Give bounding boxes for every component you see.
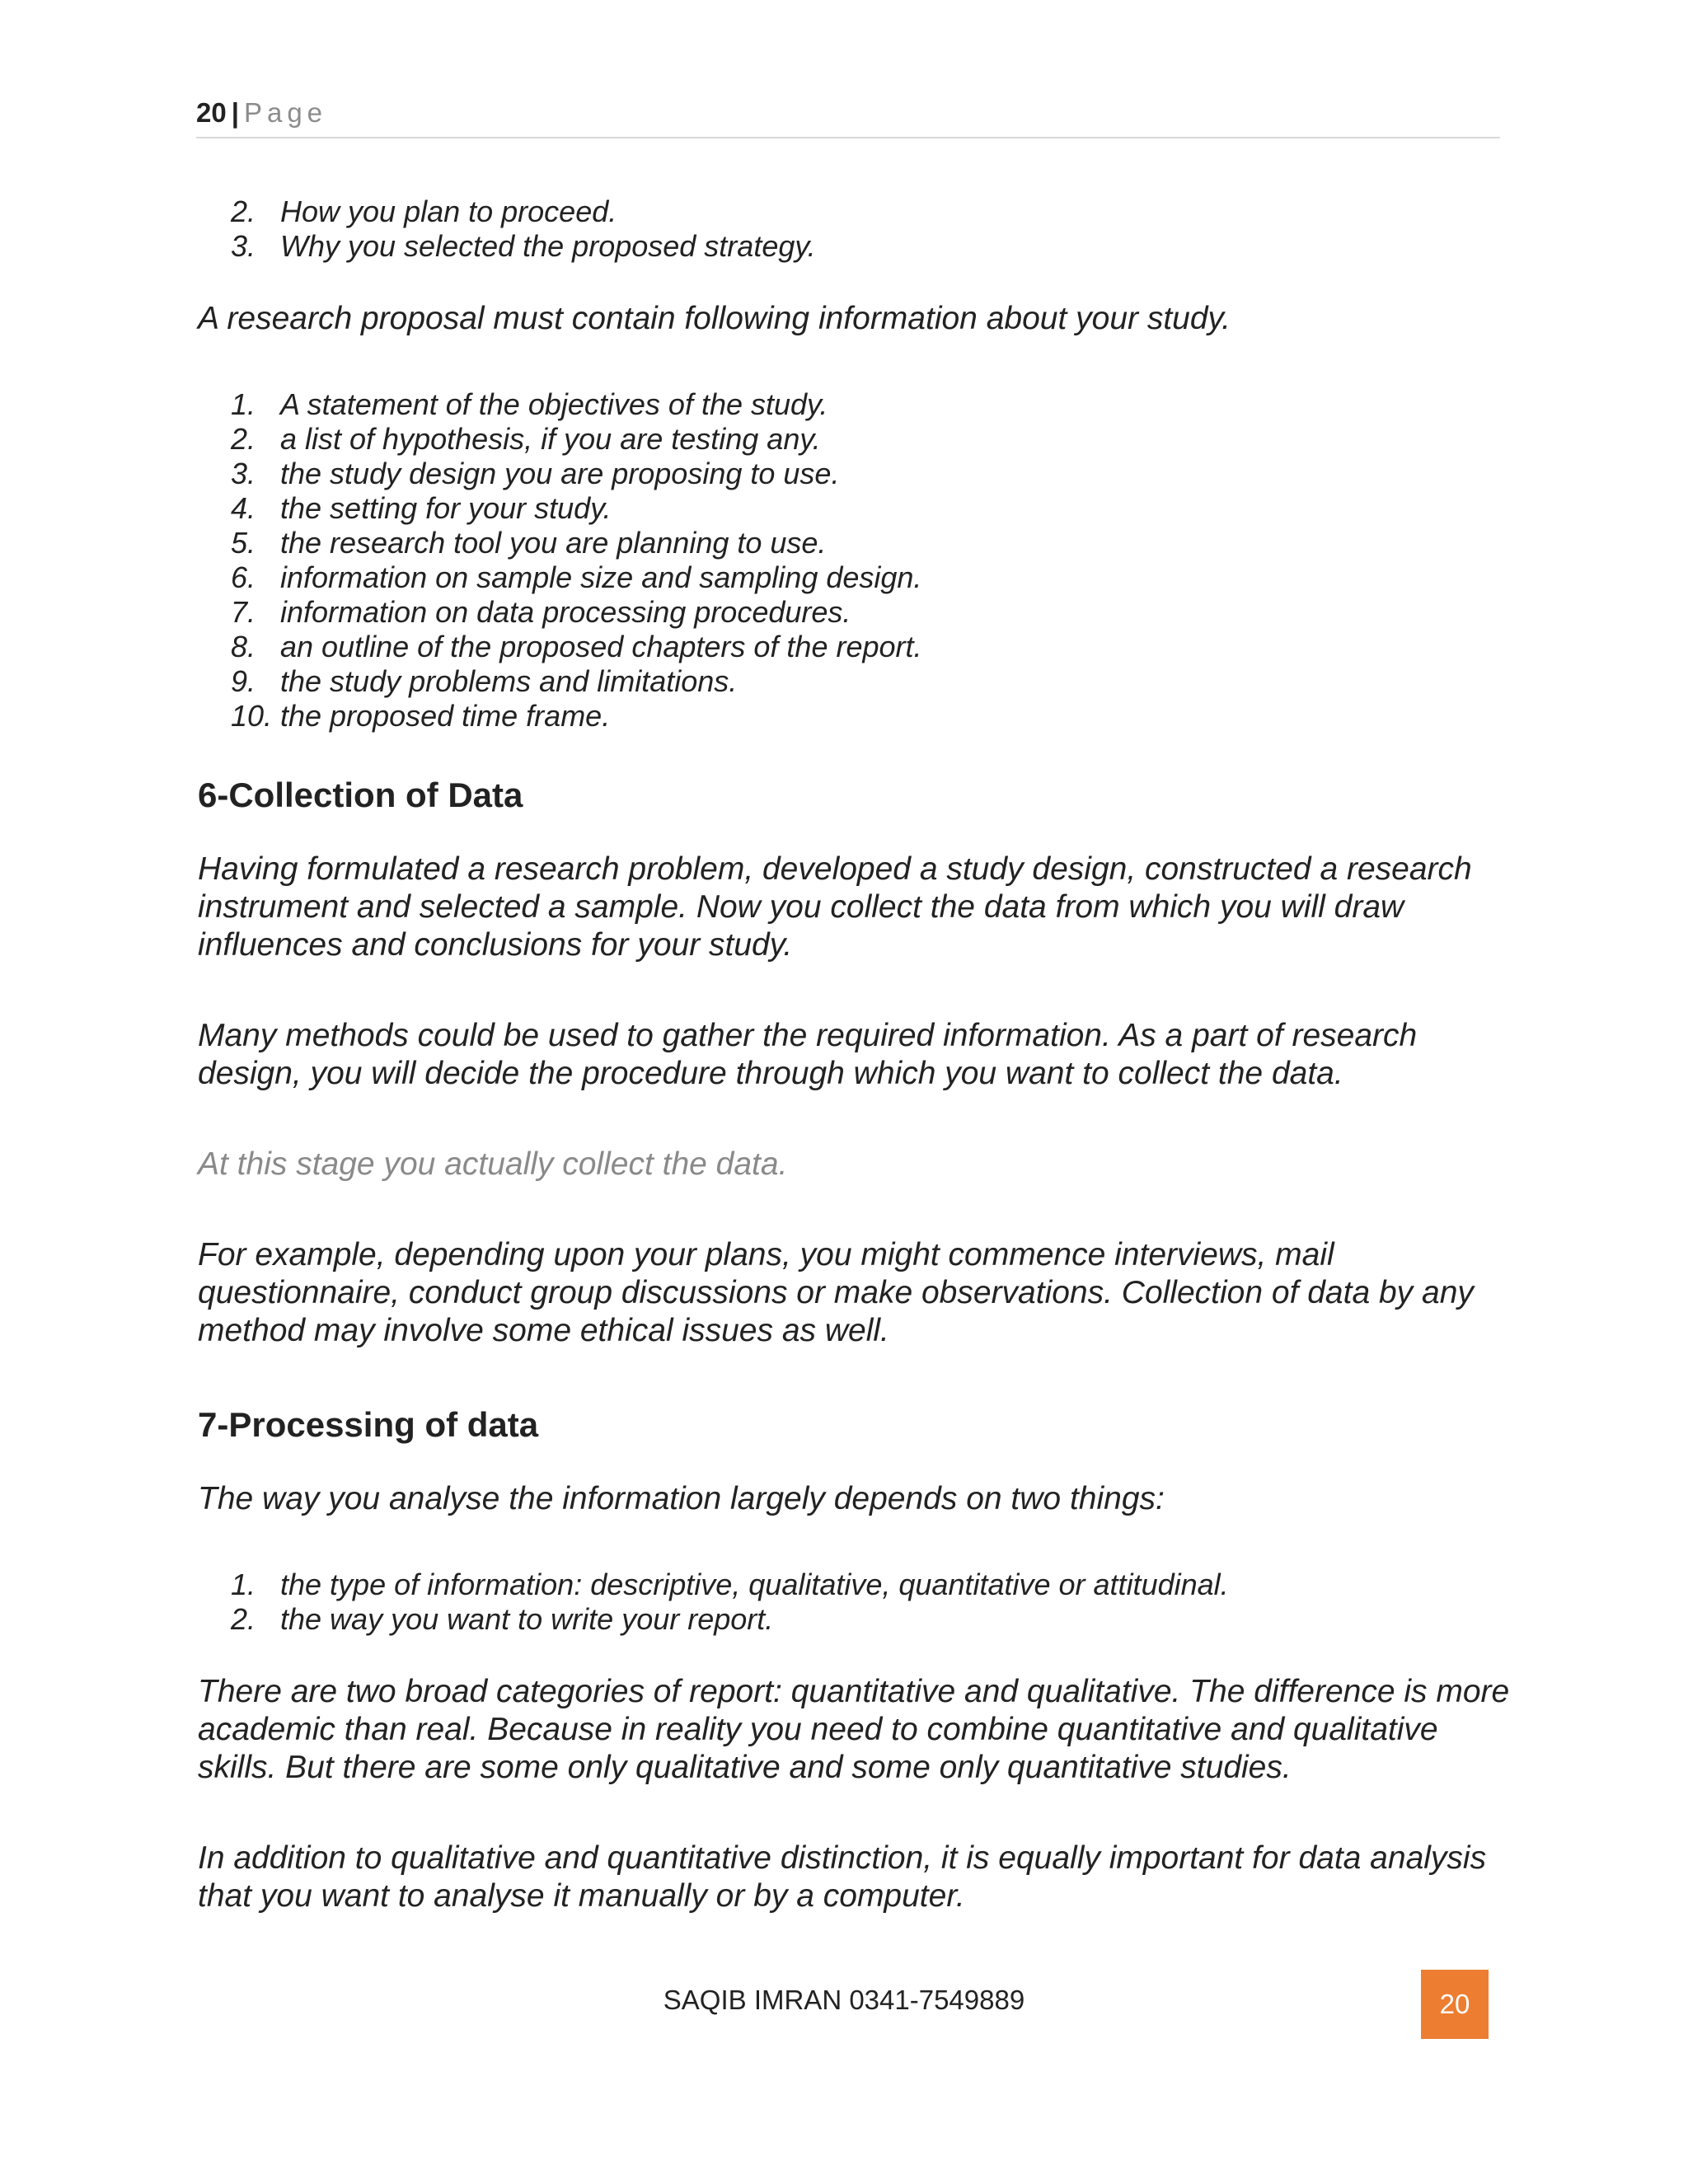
section-heading-collection: 6-Collection of Data	[198, 776, 523, 814]
list-marker: 8.	[231, 630, 256, 663]
list-item-text: the study problems and limitations.	[280, 664, 738, 698]
list-item	[198, 491, 1517, 526]
list-item-text: A statement of the objectives of the study.	[280, 387, 828, 421]
list-item-text: Why you selected the proposed strategy.	[280, 229, 816, 263]
list-item	[198, 664, 1517, 699]
list-item	[198, 1568, 1517, 1602]
list-item-text: information on data processing procedures.	[280, 595, 851, 629]
list-item-text: the type of information: descriptive, qualitative, quantitative or attitudinal.	[280, 1568, 1229, 1601]
list-marker: 1.	[231, 1568, 256, 1601]
list-marker: 5.	[231, 526, 256, 560]
list-item-text: the setting for your study.	[280, 491, 612, 525]
list-item-text: the research tool you are planning to use.	[280, 526, 827, 560]
list-marker: 3.	[231, 229, 256, 263]
list-marker: 6.	[231, 560, 256, 594]
intro-list	[198, 194, 1517, 264]
collection-paragraph: Many methods could be used to gather the required information. As a part of research design, you will decide the procedure through which you want to collect the data.	[198, 1018, 1418, 1091]
page-content	[198, 194, 1517, 1915]
collection-paragraph: Having formulated a research problem, developed a study design, constructed a research instrument and selected a sample. Now you collect the data from which you will draw influences and conclusions for your study.	[198, 851, 1472, 963]
list-marker: 4.	[231, 491, 256, 525]
proposal-list	[198, 387, 1517, 733]
list-item	[198, 1602, 1517, 1637]
processing-list	[198, 1568, 1517, 1637]
list-item-text: the proposed time frame.	[280, 699, 611, 733]
list-marker: 2.	[231, 422, 256, 456]
list-item-text: the study design you are proposing to use.	[280, 457, 840, 490]
list-item	[198, 457, 1517, 491]
list-item	[198, 229, 1517, 264]
footer-page-box: 20	[1421, 1970, 1489, 2039]
processing-paragraph: There are two broad categories of report: quantitative and qualitative. The difference is more academic than real. Because in reality you need to combine quantitative and qualitative skills. But there are some only qualitative and some only quantitative studies.	[198, 1674, 1510, 1785]
list-item	[198, 387, 1517, 422]
list-item	[198, 194, 1517, 229]
list-item	[198, 560, 1517, 595]
collection-paragraph-muted: At this stage you actually collect the data.	[198, 1146, 788, 1182]
header-page-number: 20	[196, 97, 227, 128]
header-page-word: Page	[243, 97, 328, 128]
list-item-text: a list of hypothesis, if you are testing any.	[280, 422, 821, 456]
proposal-paragraph: A research proposal must contain following information about your study.	[198, 301, 1231, 336]
list-item	[198, 595, 1517, 630]
list-item-text: an outline of the proposed chapters of the report.	[280, 630, 922, 663]
list-marker: 1.	[231, 387, 256, 421]
section-heading-processing: 7-Processing of data	[198, 1405, 539, 1444]
processing-paragraph: In addition to qualitative and quantitative distinction, it is equally important for data analysis that you want to analyse it manually or by a computer.	[198, 1840, 1487, 1914]
list-item-text: the way you want to write your report.	[280, 1602, 774, 1636]
list-item-text: information on sample size and sampling design.	[280, 560, 922, 594]
list-marker: 2.	[231, 194, 256, 228]
collection-paragraph: For example, depending upon your plans, you might commence interviews, mail questionnaire, conduct group discussions or make observations. Collection of data by any method may involve some ethical issues as well.	[198, 1237, 1474, 1348]
list-item	[198, 630, 1517, 664]
page-header	[196, 97, 1500, 138]
header-separator: |	[231, 97, 239, 128]
list-marker: 2.	[231, 1602, 256, 1636]
list-item	[198, 526, 1517, 560]
list-item-text: How you plan to proceed.	[280, 194, 617, 228]
list-item	[198, 422, 1517, 457]
list-marker: 3.	[231, 457, 256, 490]
list-item	[198, 699, 1517, 733]
list-marker: 9.	[231, 664, 256, 698]
list-marker: 10.	[231, 699, 273, 733]
processing-intro: The way you analyse the information largely depends on two things:	[198, 1481, 1165, 1516]
footer-author: SAQIB IMRAN 0341-7549889	[663, 1985, 1025, 2015]
list-marker: 7.	[231, 595, 256, 629]
